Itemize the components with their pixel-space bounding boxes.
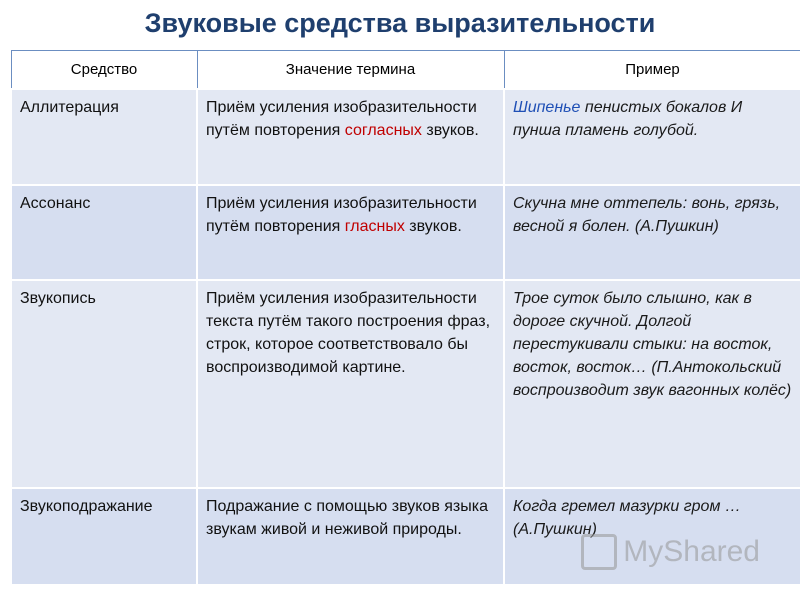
meaning-text: Приём усиления изобразительности путём повторения [206,98,477,139]
example-cell [504,89,800,185]
watermark-text: MyShared [623,535,760,568]
meaning-text-end: звуков. [421,121,479,139]
term-cell: Ассонанс [11,185,197,280]
terms-table [10,50,800,586]
term-cell: Аллитерация [11,89,197,185]
example-accent: Шипенье [513,98,581,116]
meaning-accent: согласных [344,121,422,139]
table-row [11,185,800,280]
meaning-cell [197,89,504,185]
header-example: Пример [504,51,800,89]
meaning-cell [197,185,504,280]
table-header-row [11,51,800,89]
example-text: Скучна мне оттепель: вонь, грязь, весной я болен. (А.Пушкин) [513,194,781,235]
header-term: Средство [11,51,197,89]
example-cell [504,280,800,488]
table-row [11,280,800,488]
meaning-text-end: звуков. [404,217,462,235]
meaning-cell [197,280,504,488]
meaning-text: Приём усиления изобразительности текста путём такого построения фраз, строк, которое соответствовало бы воспроизводимой картине. [206,289,491,376]
meaning-accent: гласных [344,217,405,235]
example-text: Когда гремел мазурки гром …(А.Пушкин) [513,497,741,538]
table-row [11,89,800,185]
term-cell: Звукопись [11,280,197,488]
header-meaning: Значение термина [197,51,504,89]
watermark [581,534,760,570]
example-cell [504,185,800,280]
example-text: Трое суток было слышно, как в дороге скучной. Долгой перестукивали стыки: на восток, восток, восток… (П.Антокольский воспроизводит звук вагонных колёс) [513,289,792,399]
watermark-logo-icon [581,534,617,570]
page-title: Звуковые средства выразительности [144,8,656,38]
example-text: пенистых бокалов И пунша пламень голубой. [513,98,743,139]
meaning-text: Приём усиления изобразительности путём повторения [206,194,477,235]
meaning-cell [197,488,504,585]
meaning-text: Подражание с помощью звуков языка звукам живой и неживой природы. [206,497,489,538]
term-cell: Звукоподражание [11,488,197,585]
